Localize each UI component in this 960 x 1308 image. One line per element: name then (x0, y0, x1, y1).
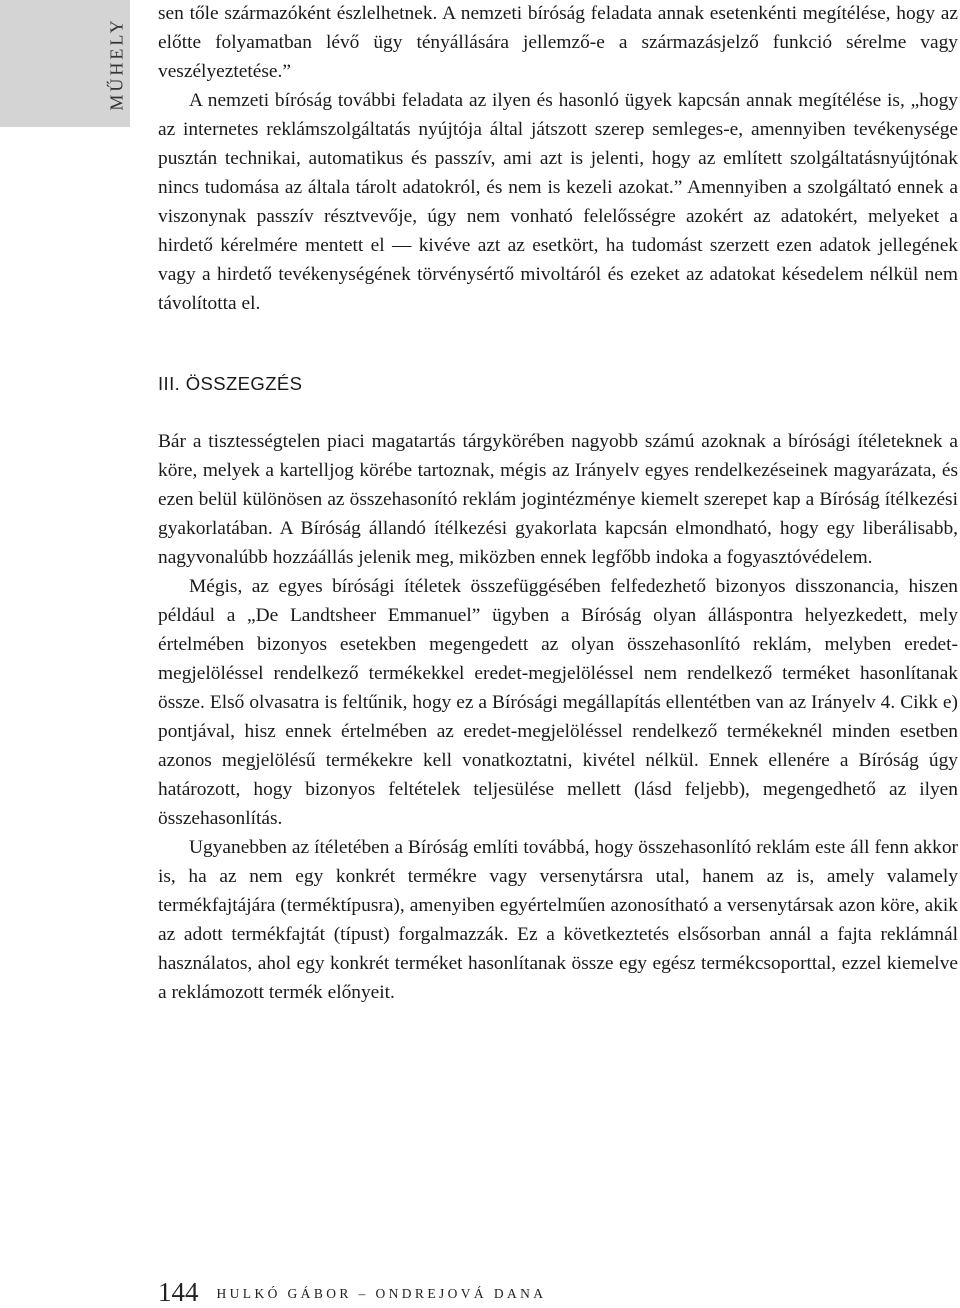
page-number: 144 (158, 1277, 199, 1307)
section-tab-label: MŰHELY (106, 17, 127, 111)
running-head: HULKÓ GÁBOR – ONDREJOVÁ DANA (216, 1286, 547, 1301)
article-body (158, 0, 958, 1007)
paragraph-continued: sen tőle származóként észlelhetnek. A nemzeti bíróság feladata annak esetenkénti megítélése, hogy az előtte folyamatban lévő ügy tényállására jellemző-e a származásjelző funkció sérelme vagy veszélyeztetése.” (158, 3, 958, 82)
section-heading: III. ÖSSZEGZÉS (158, 373, 303, 394)
paragraph: A nemzeti bíróság további feladata az ilyen és hasonló ügyek kapcsán annak megítélése is, „hogy az internetes reklámszolgáltatás nyújtója által játszott szerep semleges-e, amennyiben tevékenysége pusztán technikai, automatikus és passzív, ami azt is jelenti, hogy az említett szolgáltatásnyújtónak nincs tudomása az általa tárolt adatokról, és nem is kezeli azokat.” Amennyiben a szolgáltató ennek a viszonynak passzív résztvevője, úgy nem vonható felelősségre azokért az adatokért, melyeket a hirdető kérelmére mentett el — kivéve azt az esetkört, ha tudomást szerzett ezen adatok jellegének vagy a hirdető tevékenységének törvénysértő mivoltáról és ezeket az adatokat késedelem nélkül nem távolította el. (158, 90, 958, 314)
paragraph: Ugyanebben az ítéletében a Bíróság említi továbbá, hogy összehasonlító reklám este áll fenn akkor is, ha az nem egy konkrét termékre vagy versenytársra utal, hanem az is, amely valamely termékfajtájára (terméktípusra), amenyiben egyértelműen azonosítható a versenytársak azon köre, akik az adott termékfajtát (típust) forgalmazzák. Ez a következtetés elsősorban annál a fajta reklámnál használatos, ahol egy konkrét terméket hasonlítanak össze egy egész termékcsoporttal, ezzel kiemelve a reklámozott termék előnyeit. (158, 837, 958, 1003)
paragraph: Mégis, az egyes bírósági ítéletek összefüggésében felfedezhető bizonyos disszonancia, hiszen például a „De Landtsheer Emmanuel” ügyben a Bíróság olyan álláspontra helyezkedett, mely értelmében bizonyos esetekben megengedett az olyan összehasonlító reklám, melyben eredet-megjelöléssel rendelkező termékekkel eredet-megjelöléssel nem rendelkező terméket hasonlítanak össze. Első olvasatra is feltűnik, hogy ez a Bírósági megállapítás ellentétben van az Irányelv 4. Cikk e) pontjával, hisz ennek értelmében az eredet-megjelöléssel rendelkező termékeknél minden esetben azonos megjelölésű termékekre kell vonatkoztatni, kivétel nélkül. Ennek ellenére a Bíróság úgy határozott, hogy bizonyos feltételek teljesülése mellett (lásd feljebb), megengedhető az ilyen összehasonlítás. (158, 576, 958, 829)
page-footer (158, 1277, 546, 1308)
paragraph: Bár a tisztességtelen piaci magatartás tárgykörében nagyobb számú azoknak a bírósági ítéleteknek a köre, melyek a kartelljog körébe tartoznak, mégis az Irányelv egyes rendelkezéseinek magyarázata, és ezen belül különösen az összehasonító reklám jogintézménye kiemelt szerepet kap a Bíróság ítélkezési gyakorlatában. A Bíróság állandó ítélkezési gyakorlata kapcsán elmondható, hogy egy liberálisabb, nagyvonalúbb hozzáállás jelenik meg, miközben ennek legfőbb indoka a fogyasztóvédelem. (158, 431, 958, 568)
section-tab (0, 0, 130, 127)
